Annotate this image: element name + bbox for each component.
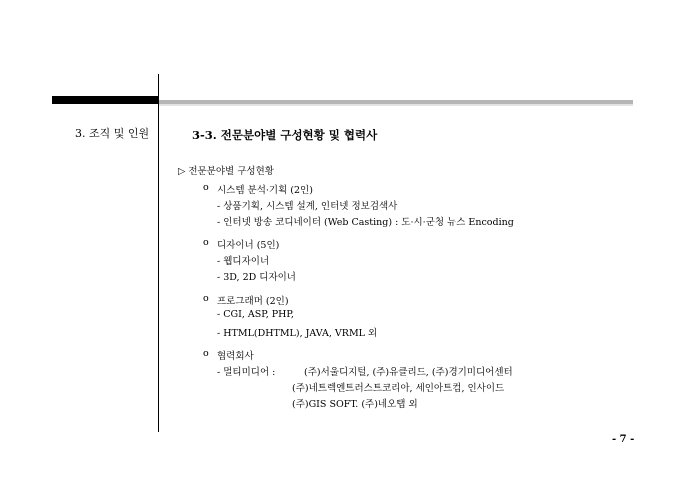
page-number: - 7 - bbox=[612, 434, 635, 445]
partner-line: (주)네트렉엔트러스트코리아, 세인아트컴, 인사이드 bbox=[292, 383, 505, 394]
page-title: 3-3. 전문분야별 구성현황 및 협력사 bbox=[192, 128, 378, 142]
partner-line: (주)GIS SOFT. (주)네오탭 외 bbox=[292, 399, 418, 410]
group-label-analysis: 시스템 분석·기획 (2인) bbox=[217, 185, 313, 196]
list-item: - 웹디자이너 bbox=[217, 256, 270, 267]
group-label-programmer: 프로그래머 (2인) bbox=[217, 296, 289, 307]
bullet-icon: o bbox=[203, 293, 209, 304]
list-item: - 멀티미디어 : bbox=[217, 367, 276, 378]
group-label-partners: 협력회사 bbox=[217, 351, 254, 362]
group-label-designer: 디자이너 (5인) bbox=[217, 240, 280, 251]
bullet-icon: o bbox=[203, 237, 209, 248]
side-section-label: 3. 조직 및 인원 bbox=[75, 127, 150, 140]
list-item: - 3D, 2D 디자이너 bbox=[217, 272, 296, 283]
bullet-icon: o bbox=[203, 182, 209, 193]
partner-line: (주)서울디지털, (주)유클리드, (주)경기미디어센터 bbox=[304, 367, 513, 378]
bullet-icon: o bbox=[203, 348, 209, 359]
list-item: - 상품기획, 시스템 설계, 인터넷 정보검색사 bbox=[217, 201, 398, 212]
list-item: - 인터넷 방송 코디네이터 (Web Casting) : 도·시·군청 뉴스 Encoding bbox=[217, 217, 514, 228]
section-heading: ▷ 전문분야별 구성현황 bbox=[178, 166, 274, 177]
header-bar-shadow bbox=[159, 104, 633, 106]
vertical-divider bbox=[158, 74, 159, 432]
header-bar-dark bbox=[52, 96, 158, 104]
list-item: - CGI, ASP, PHP, bbox=[217, 309, 294, 320]
list-item: - HTML(DHTML), JAVA, VRML 외 bbox=[217, 328, 378, 339]
